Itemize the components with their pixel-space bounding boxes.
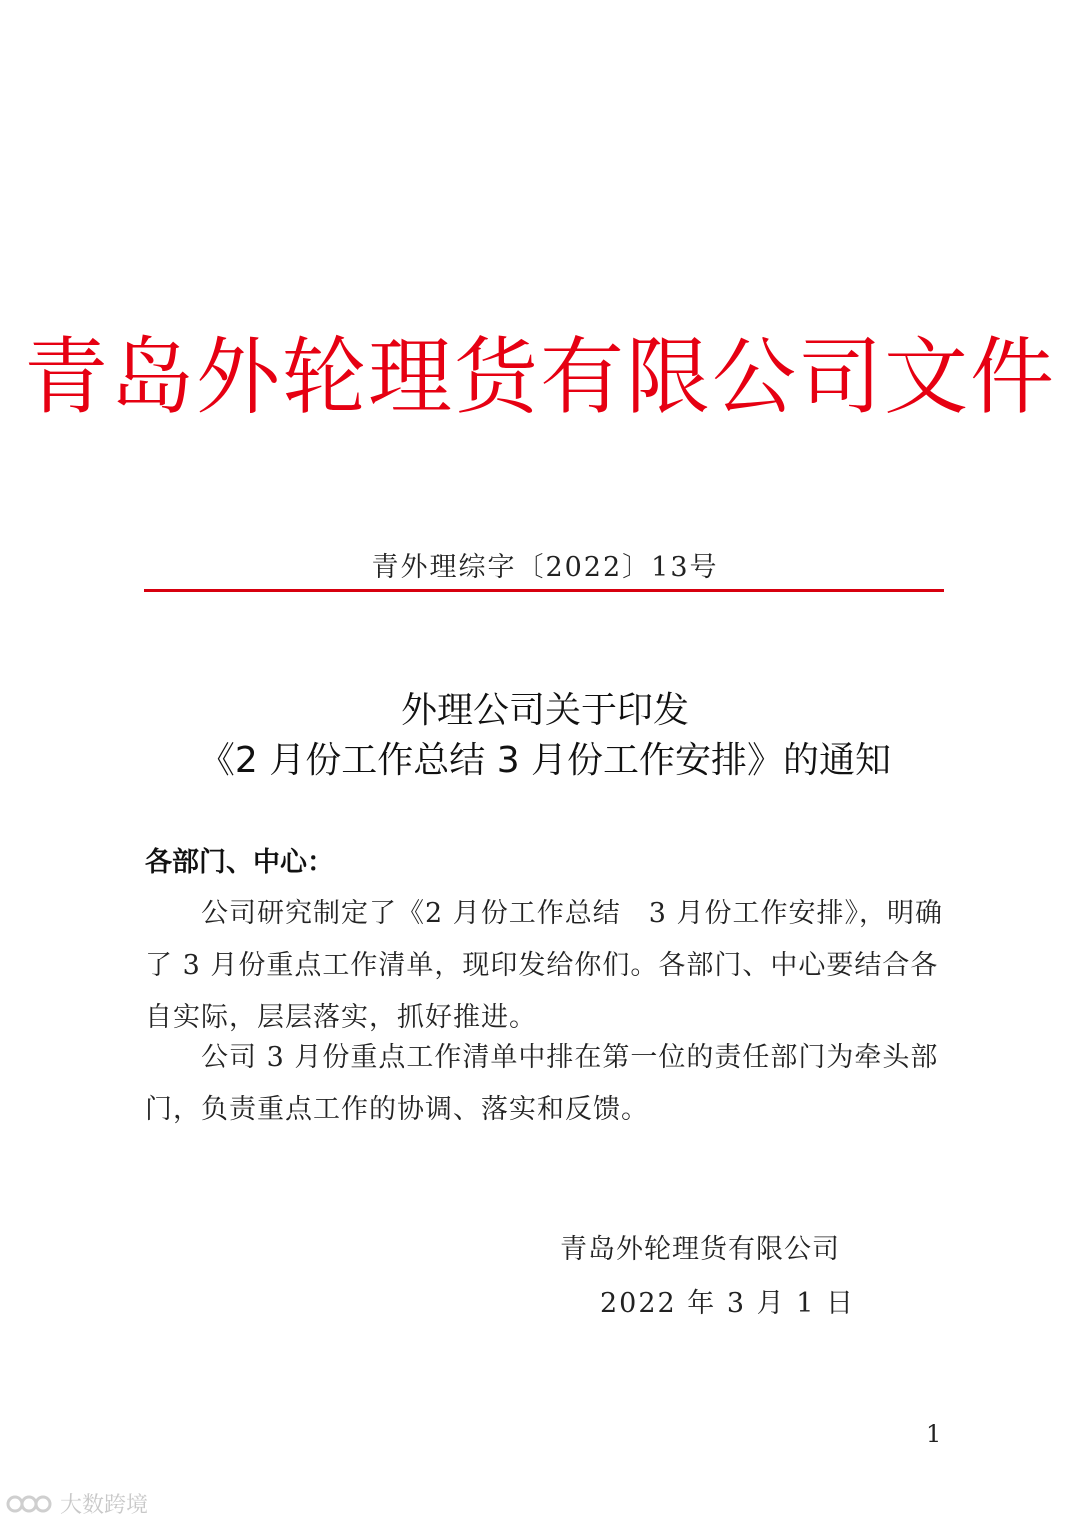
header-red-divider [144, 589, 944, 592]
notice-title-line2: 《2 月份工作总结 3 月份工作安排》的通知 [198, 740, 892, 781]
notice-title [0, 686, 1080, 786]
body-paragraph-2: 公司 3 月份重点工作清单中排在第一位的责任部门为牵头部门，负责重点工作的协调、落实和反馈。 [145, 1042, 939, 1125]
notice-title-line1: 外理公司关于印发 [400, 690, 689, 731]
document-number: 青外理综字〔2022〕13号 [371, 552, 719, 583]
watermark-text: 大数跨境 [60, 1493, 149, 1518]
body-paragraph-1: 公司研究制定了《2 月份工作总结 3 月份工作安排》，明确了 3 月份重点工作清单，现印发给你们。各部门、中心要结合各自实际，层层落实，抓好推进。 [145, 898, 944, 1033]
watermark-logo-icon [6, 1490, 54, 1518]
signature-company: 青岛外轮理货有限公司 [560, 1234, 840, 1265]
watermark [6, 1488, 148, 1519]
page-number: 1 [926, 1420, 942, 1448]
document-header-title: 青岛外轮理货有限公司文件 [23, 328, 1056, 426]
salutation: 各部门、中心： [145, 847, 334, 878]
signature-date: 2022 年 3 月 1 日 [600, 1288, 855, 1319]
